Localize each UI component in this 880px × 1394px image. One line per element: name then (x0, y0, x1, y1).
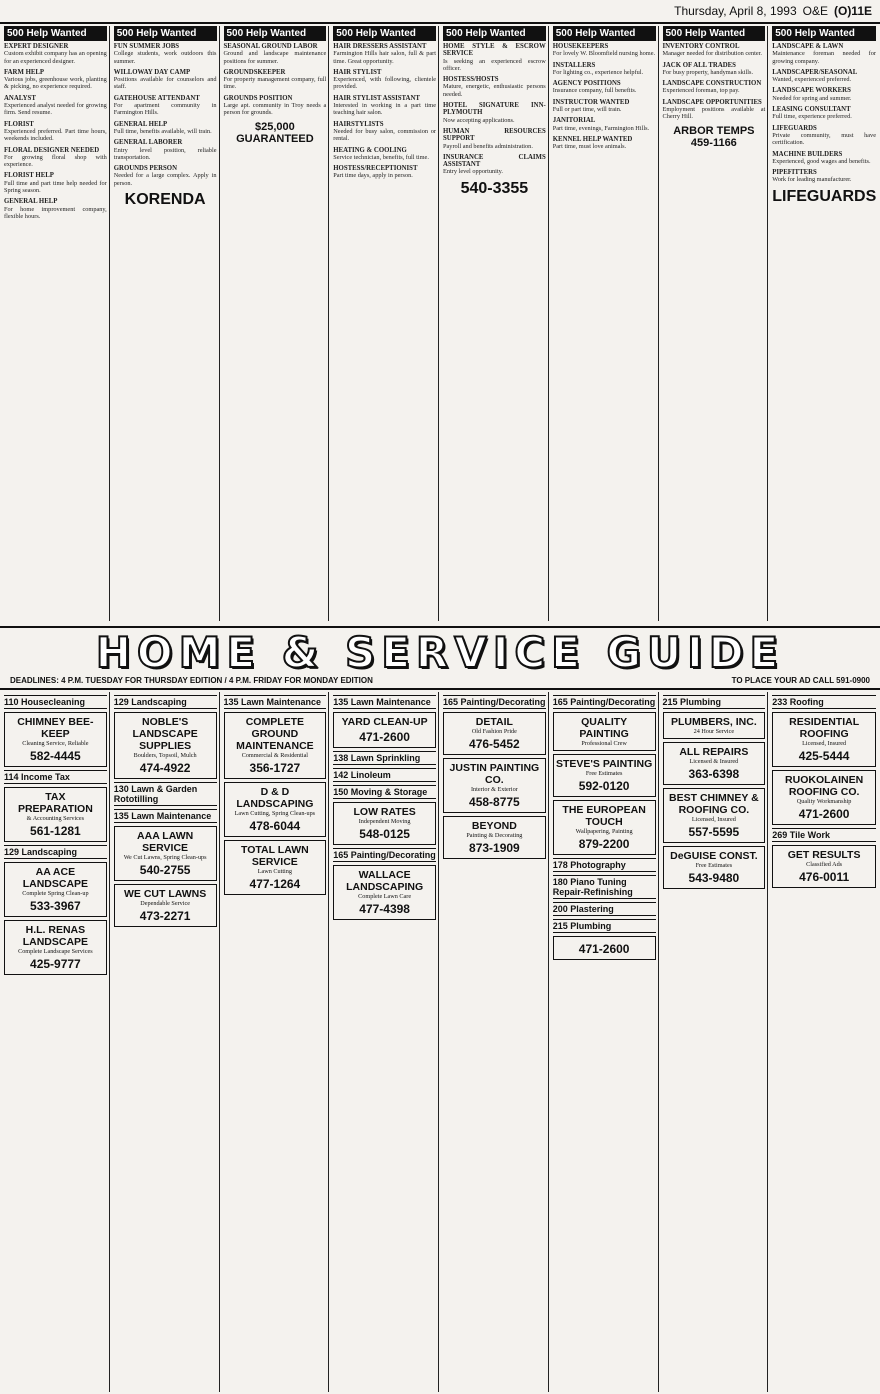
classified-ad (553, 136, 656, 151)
category-heading: 142 Linoleum (333, 768, 436, 782)
ad-title: LANDSCAPER/SEASONAL (772, 68, 858, 76)
ad-title: AGENCY POSITIONS (552, 80, 621, 88)
help-wanted-column (331, 26, 439, 621)
business-name: YARD CLEAN-UP (341, 716, 428, 728)
ad-body: Now accepting applications. (443, 116, 515, 124)
business-note: Licensed, Insured (802, 740, 847, 747)
ad-body: For home improvement company, flexible hours. (4, 205, 107, 220)
ad-title: MACHINE BUILDERS (772, 150, 843, 158)
classified-ad (553, 117, 656, 132)
business-name: AA ACE LANDSCAPE (22, 866, 89, 890)
classified-ad (772, 125, 876, 147)
business-name: BEST CHIMNEY & ROOFING CO. (669, 792, 759, 816)
deadline-strip (10, 676, 870, 685)
business-note: Independent Moving (358, 818, 411, 825)
classified-ad (224, 43, 327, 65)
display-ad-box (4, 787, 107, 842)
help-wanted-column (2, 26, 110, 621)
service-guide-column (222, 692, 330, 1392)
business-phone: 425-5444 (798, 749, 850, 763)
ad-body: College students, work outdoors this summer. (113, 50, 217, 65)
category-heading: 178 Photography (553, 858, 656, 872)
business-phone: 474-4922 (139, 761, 191, 775)
business-note: Quality Workmanship (796, 798, 852, 805)
ad-title: HUMAN RESOURCES SUPPORT (443, 127, 546, 143)
business-name: TAX PREPARATION (17, 791, 93, 815)
ad-body: Custom exhibit company has an opening for an experienced designer. (4, 50, 107, 65)
business-phone: 425-9777 (30, 957, 81, 971)
service-guide-column (770, 692, 878, 1392)
ad-body: Large apt. community in Troy needs a person for grounds. (223, 102, 327, 117)
business-name: COMPLETE GROUND MAINTENANCE (236, 716, 314, 752)
business-note: Lawn Cutting (257, 868, 292, 875)
ad-title: KENNEL HELP WANTED (552, 135, 633, 143)
service-guide-column (551, 692, 659, 1392)
classified-ad (772, 169, 876, 184)
help-wanted-column (770, 26, 878, 621)
classified-ad (4, 172, 107, 194)
masthead-date: Thursday, April 8, 1993 (674, 4, 797, 18)
ad-title: JACK OF ALL TRADES (662, 61, 736, 69)
display-ad-box (114, 826, 217, 881)
service-guide-column (112, 692, 220, 1392)
classified-ad (4, 121, 107, 143)
display-ad-box (663, 712, 766, 739)
ad-title: INVENTORY CONTROL (662, 43, 740, 50)
business-name: D & D LANDSCAPING (236, 786, 314, 810)
business-phone: 533-3967 (30, 899, 81, 913)
ad-body: Work for leading manufacturer. (772, 176, 852, 184)
classified-ad (224, 69, 327, 91)
display-ad-box (333, 865, 436, 920)
ad-title: GENERAL LABORER (113, 139, 183, 147)
classified-ad (4, 95, 107, 117)
ad-body: Needed for a large complex. Apply in person. (113, 172, 217, 187)
display-ad-box (772, 712, 876, 767)
business-name: WALLACE LANDSCAPING (346, 869, 424, 893)
ad-title: WILLOWAY DAY CAMP (113, 68, 191, 76)
display-ad-box (4, 862, 107, 917)
classified-ad (772, 151, 876, 166)
ad-body: Is seeking an experienced escrow officer. (443, 57, 546, 72)
classified-ad (333, 95, 436, 117)
classified-ad (553, 43, 656, 58)
ad-title: HAIR STYLIST (333, 68, 382, 76)
display-ad-box (663, 788, 766, 843)
business-name: STEVE'S PAINTING (556, 758, 653, 770)
business-name: WE CUT LAWNS (124, 888, 207, 900)
masthead-rule (0, 22, 880, 24)
ad-title: LANDSCAPE WORKERS (772, 87, 851, 95)
classified-ad (663, 99, 766, 121)
business-note: Cleaning Service, Reliable (22, 740, 89, 747)
business-note: Complete Landscape Services (18, 948, 93, 955)
ad-title: GENERAL HELP (4, 198, 58, 206)
display-ad-box (114, 712, 217, 779)
masthead-paper: O&E (802, 4, 828, 18)
business-note: Licensed & Insured (689, 758, 739, 765)
ad-title: SEASONAL GROUND LABOR (223, 43, 318, 50)
business-phone: 879-2200 (578, 837, 630, 851)
category-heading: 180 Piano Tuning Repair-Refinishing (553, 875, 656, 899)
help-wanted-section (2, 26, 878, 621)
business-note: Interior & Exterior (471, 786, 518, 793)
business-note: Complete Spring Clean-up (22, 890, 89, 897)
classified-ad (114, 165, 217, 187)
business-note: Classified Ads (806, 861, 843, 868)
classified-ad (224, 95, 327, 117)
display-ad-box (224, 712, 327, 779)
business-phone: 356-1727 (249, 761, 301, 775)
category-heading: 215 Plumbing (663, 695, 766, 709)
ad-title: GROUNDS POSITION (223, 94, 293, 102)
business-phone: 458-8775 (469, 795, 520, 809)
ad-title: FLORIST HELP (4, 172, 54, 180)
ad-body: For property management company, full time. (223, 76, 327, 91)
classified-ad (4, 69, 107, 91)
ad-title: EXPERT DESIGNER (4, 43, 69, 50)
display-ad-box (553, 800, 656, 855)
ad-title: ANALYST (4, 94, 36, 102)
business-phone: 473-2271 (139, 909, 191, 923)
display-ad-box (553, 712, 656, 751)
classified-ad (553, 99, 656, 114)
ad-title: FUN SUMMER JOBS (113, 43, 180, 50)
column-heading: 500 Help Wanted (4, 26, 107, 41)
classified-ad (333, 69, 436, 91)
ad-title: LANDSCAPE CONSTRUCTION (662, 80, 762, 88)
business-name: H.L. RENAS LANDSCAPE (22, 924, 89, 948)
business-phone: 477-4398 (359, 902, 410, 916)
business-name: PLUMBERS, INC. (670, 716, 757, 728)
ad-body: Payroll and benefits administration. (443, 142, 533, 150)
ad-body: Part time, must love animals. (552, 143, 627, 151)
help-wanted-column (661, 26, 769, 621)
home-service-guide-banner (0, 626, 880, 690)
ad-display-headline: 540-3355 (460, 179, 529, 197)
business-phone: 476-0011 (799, 870, 850, 884)
business-phone: 478-6044 (249, 819, 301, 833)
ad-body: Needed for busy salon, commission or rental. (333, 127, 436, 143)
display-ad-box (333, 802, 436, 845)
category-heading: 135 Lawn Maintenance (224, 695, 327, 709)
business-note: Professional Crew (581, 740, 627, 747)
ad-title: FLORAL DESIGNER NEEDED (4, 146, 100, 154)
business-phone: 471-2600 (578, 942, 630, 956)
ad-title: FARM HELP (4, 68, 45, 76)
ad-body: Full or part time, will train. (552, 106, 622, 114)
business-name: TOTAL LAWN SERVICE (241, 844, 309, 868)
ad-title: HOTEL SIGNATURE INN-PLYMOUTH (443, 102, 546, 117)
display-ad-box (443, 816, 546, 859)
display-ad-box (443, 758, 546, 813)
display-ad-box (772, 845, 876, 888)
classified-ad (114, 95, 217, 117)
business-phone: 543-9480 (688, 871, 740, 885)
ad-title: HAIR STYLIST ASSISTANT (333, 94, 420, 102)
category-heading: 110 Housecleaning (4, 695, 107, 709)
ad-body: Positions available for counselors and staff. (113, 76, 217, 91)
category-heading: 165 Painting/Decorating (552, 697, 656, 707)
classified-ad (443, 154, 546, 176)
service-guide-section (2, 692, 878, 1392)
classified-ad (772, 106, 876, 121)
business-note: Old Fashion Pride (471, 728, 517, 735)
business-phone: 592-0120 (578, 779, 630, 793)
banner-title: HOME & SERVICE GUIDE (95, 628, 785, 677)
classified-ad (4, 198, 107, 220)
help-wanted-column (441, 26, 549, 621)
masthead (0, 0, 880, 22)
masthead-page-number: (O)11E (833, 4, 872, 18)
category-heading: 165 Painting/Decorating (443, 697, 546, 707)
ad-title: HEATING & COOLING (333, 146, 407, 154)
business-phone: 471-2600 (359, 730, 410, 744)
category-heading: 150 Moving & Storage (333, 785, 436, 799)
ad-display-headline: KORENDA (124, 191, 206, 209)
display-ad-box (553, 936, 656, 960)
business-note: Wallpapering, Painting (575, 828, 633, 835)
ad-body: Maintenance foreman needed for growing company. (772, 50, 876, 65)
classified-ad (772, 87, 876, 102)
category-heading: 130 Lawn & Garden Rototilling (114, 782, 217, 806)
ad-body: For growing floral shop with experience. (4, 153, 107, 169)
display-ad-box (443, 712, 546, 755)
ad-body: Various jobs, greenhouse work, planting & picking, no experience required. (4, 76, 107, 91)
column-heading: 500 Help Wanted (772, 26, 876, 41)
business-name: RESIDENTIAL ROOFING (789, 716, 860, 740)
category-heading: 200 Plastering (553, 902, 656, 916)
display-ad-box (4, 920, 107, 975)
ad-title: PIPEFITTERS (772, 169, 817, 177)
display-ad-box (333, 712, 436, 748)
display-ad-box (224, 840, 327, 895)
business-name: AAA LAWN SERVICE (137, 830, 194, 854)
category-heading: 165 Painting/Decorating (333, 850, 436, 860)
classified-ad (4, 147, 107, 169)
business-name: DeGUISE CONST. (670, 850, 758, 862)
column-heading: 500 Help Wanted (443, 26, 546, 41)
service-guide-column (331, 692, 439, 1392)
ad-body: Entry level opportunity. (443, 168, 503, 176)
classified-ad (443, 128, 546, 150)
business-name: CHIMNEY BEE-KEEP (17, 716, 94, 740)
ad-body: Entry level position, reliable transportation. (113, 146, 217, 161)
category-heading: 138 Lawn Sprinkling (333, 751, 436, 765)
ad-body: Private community, must have certification. (772, 131, 876, 147)
business-note: Dependable Service (140, 900, 190, 907)
classified-ad (663, 80, 766, 95)
classified-ad (443, 102, 546, 124)
service-guide-column (661, 692, 769, 1392)
business-phone: 363-6398 (688, 767, 740, 781)
ad-display-headline: ARBOR TEMPS 459-1166 (673, 124, 755, 149)
column-heading: 500 Help Wanted (114, 26, 217, 41)
business-phone: 873-1909 (469, 841, 520, 855)
display-ad-box (663, 742, 766, 785)
category-heading: 215 Plumbing (553, 919, 656, 933)
ad-body: Ground and landscape maintenance positions for summer. (223, 50, 327, 65)
help-wanted-column (551, 26, 659, 621)
ad-body: Farmington Hills hair salon, full & part time. Great opportunity. (333, 50, 436, 65)
category-heading: 129 Landscaping (114, 695, 217, 709)
ad-title: HOME STYLE & ESCROW SERVICE (443, 43, 546, 58)
ad-body: Insurance company, full benefits. (552, 87, 637, 95)
ad-title: LEASING CONSULTANT (772, 106, 851, 114)
ad-title: INSURANCE CLAIMS ASSISTANT (443, 153, 546, 169)
business-note: Commercial & Residential (241, 752, 309, 759)
ad-title: INSTALLERS (552, 61, 596, 69)
classified-ad (114, 69, 217, 91)
ad-title: HAIRSTYLISTS (333, 120, 384, 128)
display-ad-box (224, 782, 327, 837)
business-name: NOBLE'S LANDSCAPE SUPPLIES (132, 716, 198, 752)
deadline-text: DEADLINES: 4 P.M. TUESDAY FOR THURSDAY EDITION / 4 P.M. FRIDAY FOR MONDAY EDITION (10, 676, 373, 685)
help-wanted-column (222, 26, 330, 621)
business-note: Boulders, Topsoil, Mulch (133, 752, 197, 759)
display-ad-box (553, 754, 656, 797)
classified-ad (663, 43, 766, 58)
business-phone: 540-2755 (139, 863, 191, 877)
column-heading: 500 Help Wanted (553, 26, 656, 41)
classified-ad (333, 147, 436, 162)
category-heading: 114 Income Tax (4, 770, 107, 784)
classified-ad (333, 121, 436, 143)
column-heading: 500 Help Wanted (663, 26, 766, 41)
classified-ad (114, 121, 217, 136)
business-phone: 582-4445 (30, 749, 81, 763)
classified-ad (4, 43, 107, 65)
ad-display-headline: $25,000 GUARANTEED (236, 120, 314, 145)
place-ad-text: TO PLACE YOUR AD CALL 591-0900 (731, 676, 870, 685)
ad-body: Part time days, apply in person. (333, 172, 413, 180)
ad-title: GROUNDS PERSON (113, 165, 178, 173)
ad-title: HOSTESS/HOSTS (443, 76, 499, 84)
ad-body: For lighting co., experience helpful. (552, 68, 644, 76)
business-phone: 557-5595 (688, 825, 740, 839)
business-name: BEYOND (471, 820, 517, 832)
ad-body: Mature, energetic, enthusiastic persons needed. (443, 83, 546, 98)
business-name: JUSTIN PAINTING CO. (449, 762, 540, 786)
ad-title: GENERAL HELP (113, 120, 168, 128)
classified-ad (443, 76, 546, 98)
business-note: Lawn Cutting, Spring Clean-ups (234, 810, 316, 817)
display-ad-box (663, 846, 766, 889)
ad-body: Experienced preferred. Part time hours, weekends included. (4, 127, 107, 143)
business-note: & Accounting Services (26, 815, 85, 822)
business-name: LOW RATES (353, 806, 416, 818)
category-heading: 135 Lawn Maintenance (333, 695, 436, 709)
classified-ad (553, 80, 656, 95)
column-heading: 500 Help Wanted (224, 26, 327, 41)
ad-body: For lovely W. Bloomfield nursing home. (552, 50, 656, 58)
ad-body: Needed for spring and summer. (772, 94, 852, 102)
classified-ad (663, 62, 766, 77)
category-heading: 129 Landscaping (4, 845, 107, 859)
ad-body: Full time, benefits available, will train. (113, 127, 212, 135)
service-guide-column (2, 692, 110, 1392)
ad-title: HOUSEKEEPERS (552, 43, 609, 50)
ad-body: Experienced, good wages and benefits. (772, 157, 871, 165)
ad-body: Full time, experience preferred. (772, 113, 852, 121)
business-name: GET RESULTS (787, 849, 861, 861)
business-note: Painting & Decorating (466, 832, 523, 839)
ad-body: Service technician, benefits, full time. (333, 153, 429, 161)
ad-body: Manager needed for distribution center. (662, 50, 762, 58)
ad-title: LANDSCAPE OPPORTUNITIES (662, 98, 762, 106)
classified-ad (772, 43, 876, 65)
ad-body: For busy property, handyman skills. (662, 68, 754, 76)
classified-ad (114, 139, 217, 161)
business-name: ALL REPAIRS (679, 746, 749, 758)
ad-body: Part time, evenings, Farmington Hills. (552, 124, 650, 132)
ad-title: HAIR DRESSERS ASSISTANT (333, 43, 427, 50)
ad-title: LANDSCAPE & LAWN (772, 43, 844, 50)
ad-title: GROUNDSKEEPER (223, 68, 286, 76)
ad-title: HOSTESS/RECEPTIONIST (333, 165, 418, 173)
ad-body: Wanted, experienced preferred. (772, 76, 852, 84)
ad-title: LIFEGUARDS (772, 124, 817, 132)
ad-title: GATEHOUSE ATTENDANT (113, 94, 200, 102)
category-heading: 135 Lawn Maintenance (114, 809, 217, 823)
ad-body: Interested in working in a part time teaching hair salon. (333, 102, 436, 117)
classified-ad (772, 69, 876, 84)
ad-body: For apartment community in Farmington Hills. (113, 102, 217, 117)
business-name: THE EUROPEAN TOUCH (562, 804, 646, 828)
display-ad-box (114, 884, 217, 927)
classified-ad (333, 43, 436, 65)
business-note: We Cut Lawns, Spring Clean-ups (123, 854, 207, 861)
business-note: Licensed, Insured (691, 816, 736, 823)
classified-ad (114, 43, 217, 65)
ad-display-headline: LIFEGUARDS (772, 187, 877, 205)
business-name: RUOKOLAINEN ROOFING CO. (785, 774, 864, 798)
business-phone: 561-1281 (30, 824, 81, 838)
business-note: Complete Lawn Care (358, 893, 412, 900)
ad-title: JANITORIAL (552, 117, 596, 125)
business-name: DETAIL (475, 716, 513, 728)
ad-body: Full time and part time help needed for Spring season. (4, 179, 107, 195)
business-phone: 476-5452 (469, 737, 520, 751)
ad-title: INSTRUCTOR WANTED (552, 98, 630, 106)
display-ad-box (4, 712, 107, 767)
service-guide-column (441, 692, 549, 1392)
category-heading: 233 Roofing (772, 695, 876, 709)
category-heading: 269 Tile Work (772, 828, 876, 842)
business-phone: 477-1264 (249, 877, 301, 891)
display-ad-box (772, 770, 876, 825)
help-wanted-column (112, 26, 220, 621)
ad-body: Employment positions available at Cherry Hill. (662, 106, 766, 121)
business-phone: 548-0125 (359, 827, 410, 841)
classified-ad (553, 62, 656, 77)
business-note: Free Estimates (585, 770, 623, 777)
ad-body: Experienced analyst needed for growing firm. Send resume. (4, 102, 107, 117)
ad-title: FLORIST (4, 120, 34, 128)
business-phone: 471-2600 (798, 807, 850, 821)
ad-body: Experienced foreman, top pay. (662, 87, 740, 95)
business-note: Free Estimates (695, 862, 733, 869)
business-note: 24 Hour Service (693, 728, 735, 735)
business-name: QUALITY PAINTING (579, 716, 629, 740)
ad-body: Experienced, with following, clientele provided. (333, 76, 436, 91)
classified-ad (333, 165, 436, 180)
classified-ad (443, 43, 546, 72)
column-heading: 500 Help Wanted (333, 26, 436, 41)
